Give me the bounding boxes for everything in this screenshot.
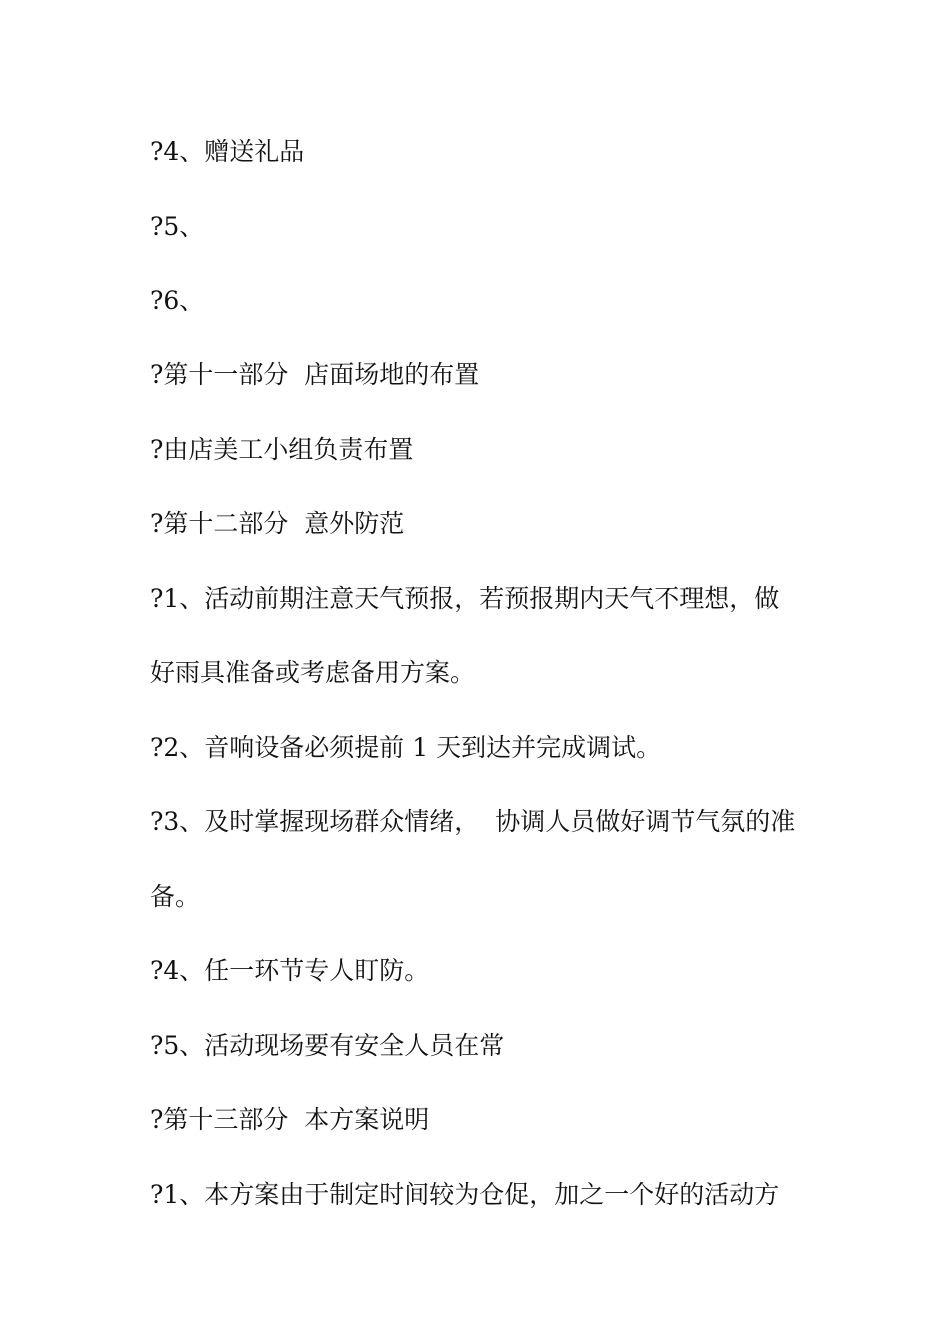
text-line: ?6、	[150, 286, 205, 315]
text-line: ?5、	[150, 212, 205, 241]
text-line: ?4、任一环节专人盯防。	[150, 956, 430, 985]
section-heading: ?第十一部分 店面场地的布置	[150, 360, 480, 389]
text-line: ?3、及时掌握现场群众情绪， 协调人员做好调节气氛的准	[150, 807, 796, 836]
text-line: ?1、本方案由于制定时间较为仓促，加之一个好的活动方	[150, 1180, 780, 1209]
text-line: 好雨具准备或考虑备用方案。	[150, 658, 476, 687]
section-heading: ?第十三部分 本方案说明	[150, 1105, 430, 1134]
text-line: ?4、赠送礼品	[150, 137, 305, 166]
section-heading: ?第十二部分 意外防范	[150, 509, 405, 538]
text-line: 备。	[150, 882, 201, 911]
text-line: ?5、活动现场要有安全人员在常	[150, 1031, 505, 1060]
text-line: ?2、音响设备必须提前 1 天到达并完成调试。	[150, 733, 662, 762]
text-line: ?由店美工小组负责布置	[150, 435, 414, 464]
text-line: ?1、活动前期注意天气预报，若预报期内天气不理想，做	[150, 584, 780, 613]
